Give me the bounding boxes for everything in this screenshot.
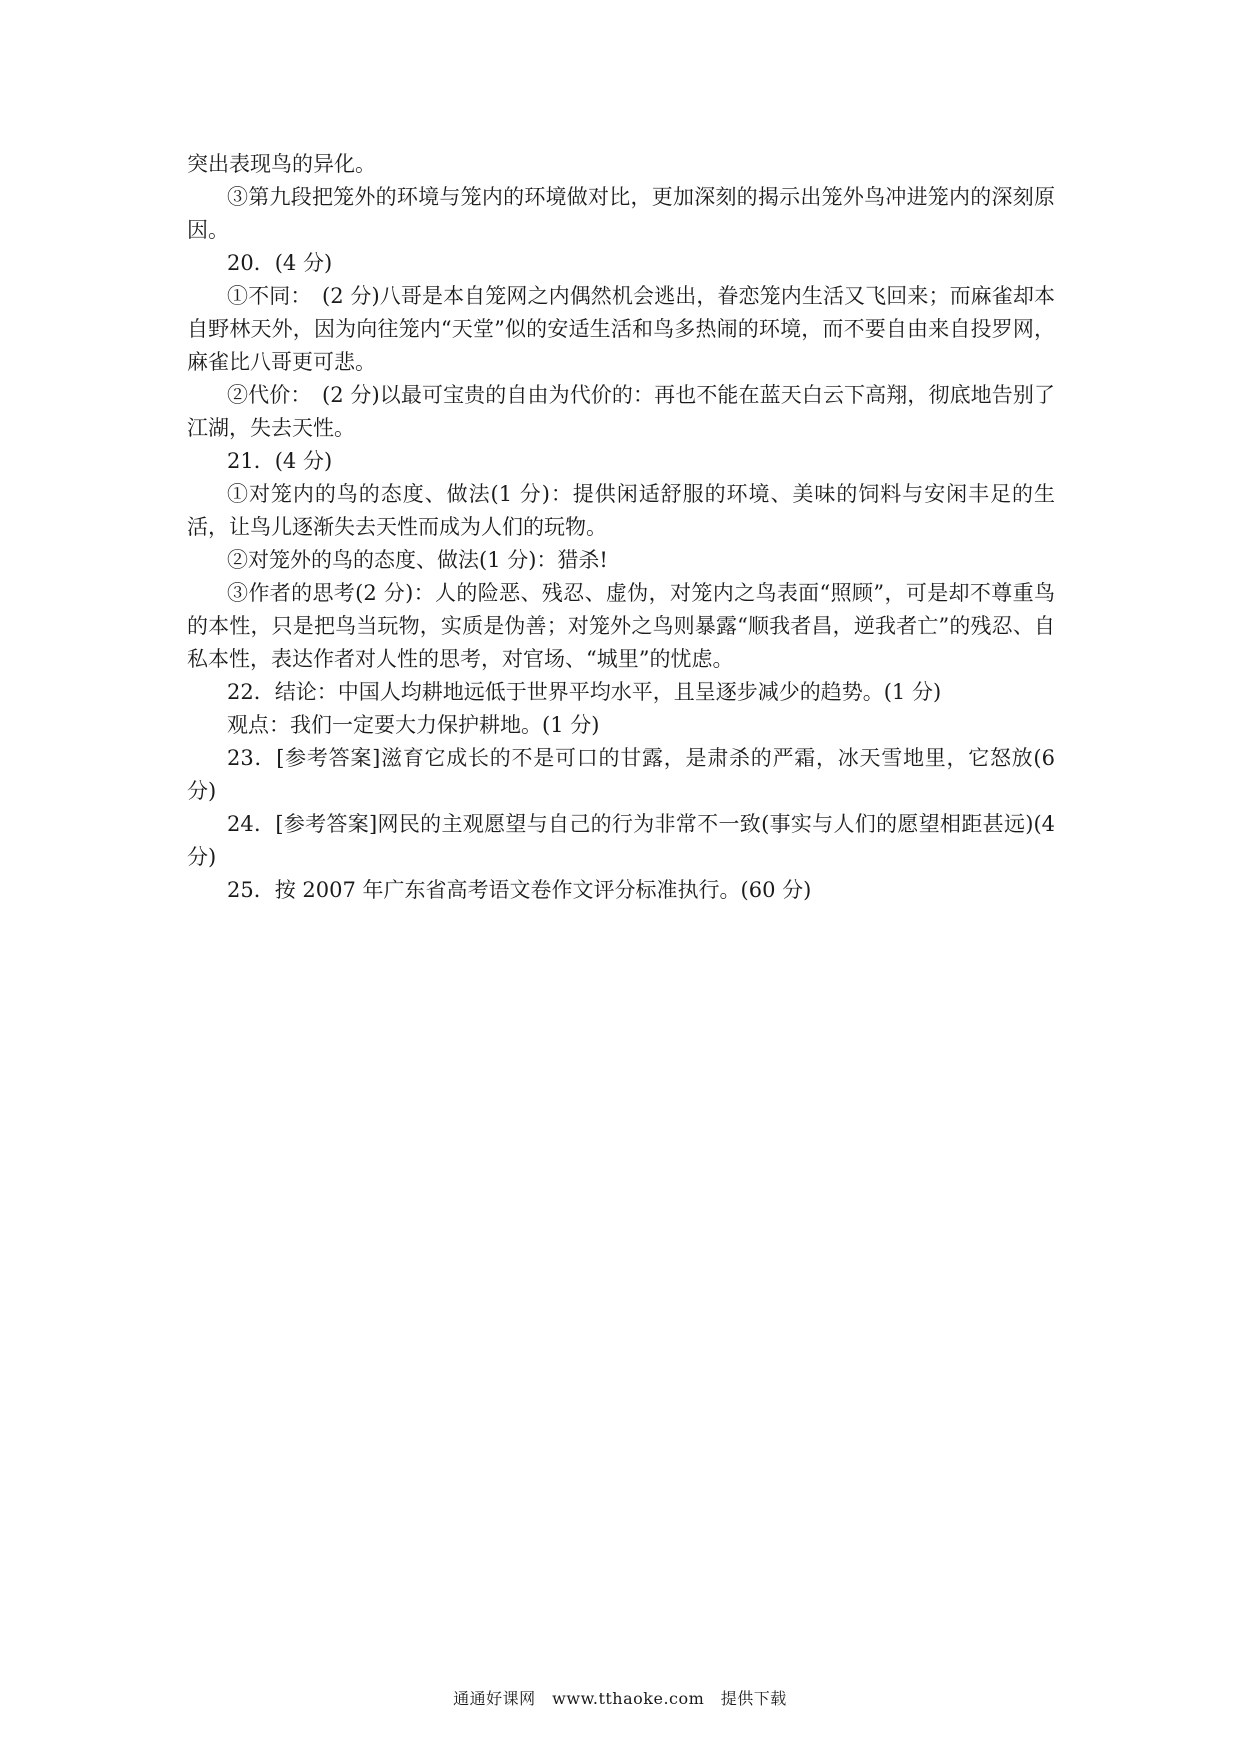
answer-22-viewpoint: 观点：我们一定要大力保护耕地。(1 分) bbox=[227, 713, 600, 737]
answer-25: 25．按 2007 年广东省高考语文卷作文评分标准执行。(60 分) bbox=[227, 878, 812, 902]
answer-21-point-3: ③作者的思考(2 分)：人的险恶、残忍、虚伪，对笼内之鸟表面“照顾”，可是却不尊重鸟的本性，只是把鸟当玩物，实质是伪善；对笼外之鸟则暴露“顺我者昌，逆我者亡”的残忍、自私本性，表达作者对人性的思考，对官场、“城里”的忧虑。 bbox=[187, 581, 1055, 671]
answer-document bbox=[187, 148, 1055, 907]
question-20-heading: 20．(4 分) bbox=[227, 251, 333, 275]
question-21-heading: 21．(4 分) bbox=[227, 449, 333, 473]
answer-20-point-1: ①不同： (2 分)八哥是本自笼网之内偶然机会逃出，眷恋笼内生活又飞回来；而麻雀却本自野林天外，因为向往笼内“天堂”似的安适生活和鸟多热闹的环境，而不要自由来自投罗网，麻雀比八哥更可悲。 bbox=[187, 284, 1055, 374]
answer-24: 24．[参考答案]网民的主观愿望与自己的行为非常不一致(事实与人们的愿望相距甚远)(4 分) bbox=[187, 812, 1055, 869]
answer-23: 23．[参考答案]滋育它成长的不是可口的甘露，是肃杀的严霜，冰天雪地里，它怒放(6 分) bbox=[187, 746, 1055, 803]
answer-21-point-1: ①对笼内的鸟的态度、做法(1 分)：提供闲适舒服的环境、美味的饲料与安闲丰足的生活，让鸟儿逐渐失去天性而成为人们的玩物。 bbox=[187, 482, 1055, 539]
page-footer: 通通好课网 www.tthaoke.com 提供下载 bbox=[453, 1689, 787, 1708]
answer-20-point-2: ②代价： (2 分)以最可宝贵的自由为代价的：再也不能在蓝天白云下高翔，彻底地告别了江湖，失去天性。 bbox=[187, 383, 1055, 440]
answer-paragraph-continuation: 突出表现鸟的异化。 bbox=[187, 152, 376, 176]
answer-21-point-2: ②对笼外的鸟的态度、做法(1 分)：猎杀! bbox=[227, 548, 608, 572]
answer-19-point-3: ③第九段把笼外的环境与笼内的环境做对比，更加深刻的揭示出笼外鸟冲进笼内的深刻原因。 bbox=[187, 185, 1055, 242]
answer-22-conclusion: 22．结论：中国人均耕地远低于世界平均水平，且呈逐步减少的趋势。(1 分) bbox=[227, 680, 942, 704]
